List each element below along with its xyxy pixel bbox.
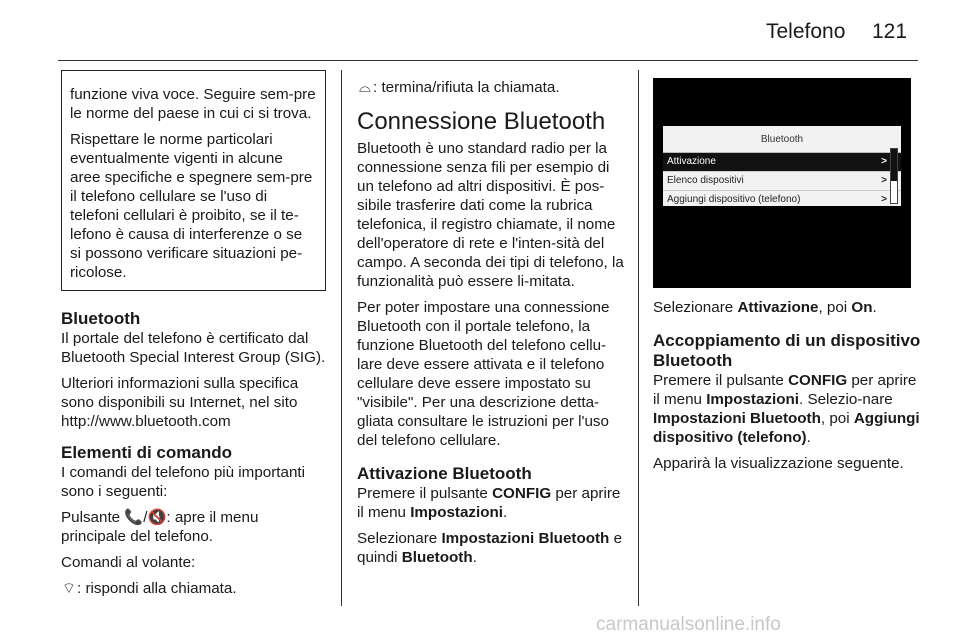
menu-item-label: Aggiungi dispositivo (telefono): [667, 194, 801, 205]
text-run: .: [872, 299, 877, 316]
bluetooth-heading: Bluetooth: [61, 309, 141, 328]
text-run: .: [806, 429, 811, 446]
watermark: carmanualsonline.info: [596, 614, 781, 635]
bluetooth-paragraph-2: Ulteriori informazioni sulla specifica sono disponibili su Internet, nel sito http://www.bluetooth.com: [61, 375, 299, 430]
config-button-label: CONFIG: [788, 372, 848, 389]
text-run: , poi: [820, 410, 854, 427]
chevron-right-icon: >: [881, 194, 887, 205]
select-activation-paragraph: [653, 298, 925, 317]
page-number: 121: [872, 20, 908, 43]
text-run: , poi: [818, 299, 852, 316]
controls-p2-post: : apre il menu principale del telefono.: [61, 509, 259, 545]
settings-menu-label: Impostazioni: [410, 504, 504, 521]
note-paragraph-1: funzione viva voce. Seguire sem-pre le norme del paese in cui ci si trova.: [70, 86, 316, 122]
bluetooth-label: Bluetooth: [401, 549, 473, 566]
menu-item-add-device[interactable]: [663, 191, 901, 209]
bluetooth-settings-label: Impostazioni Bluetooth: [653, 410, 821, 427]
text-run: Selezionare: [653, 299, 738, 316]
answer-call-icon: ⌔: [61, 580, 77, 597]
menu-title: Bluetooth: [663, 126, 901, 153]
note-box: [61, 70, 326, 291]
pairing-paragraph-1: [653, 371, 925, 447]
activation-paragraph-1: [357, 484, 625, 522]
column-left: [61, 70, 326, 605]
controls-heading: Elementi di comando: [61, 443, 232, 462]
config-button-label: CONFIG: [492, 485, 552, 502]
page-header-title: Telefono: [766, 20, 846, 43]
text-run: Premere il pulsante: [357, 485, 493, 502]
activation-heading: Attivazione Bluetooth: [357, 464, 532, 483]
text-run: .: [503, 504, 508, 521]
text-run: Selezionare: [357, 530, 442, 547]
hangup-icon: ⌓: [358, 79, 371, 96]
hangup-line: [357, 78, 625, 97]
pairing-paragraph-2: Apparirà la visualizzazione seguente.: [653, 455, 904, 472]
add-device-label: Aggiungi dispositivo (telefono): [653, 410, 920, 446]
text-run: per aprire il menu: [653, 372, 917, 408]
answer-call-line: [61, 579, 326, 598]
connection-paragraph-2: Per poter impostare una connessione Bluetooth con il portale telefono, la funzione Bluetooth del telefono cellu-lare deve essere attivata e il telefono cellulare deve essere impostato su "visibile". Per una descrizione detta-gliata consultare le istruzioni per l'uso del telefono cellulare.: [357, 299, 610, 449]
menu-scrollbar[interactable]: [890, 148, 898, 204]
pairing-heading: Accoppiamento di un dispositivo Bluetooth: [653, 331, 921, 370]
text-run: .: [472, 549, 477, 566]
answer-call-text: : rispondi alla chiamata.: [77, 580, 237, 597]
note-paragraph-2: Rispettare le norme particolari eventualmente vigenti in alcune aree specifiche e spegnere sem-pre il telefono cellulare se l'uso di telefoni cellulari è proibito, se il te-lefono è causa di interferenze o se si possono verificare situazioni pe-ricolose.: [70, 131, 313, 281]
text-run: Premere il pulsante: [653, 372, 789, 389]
text-run: . Selezio-nare: [799, 391, 893, 408]
settings-menu-label: Impostazioni: [706, 391, 800, 408]
menu-item-label: Elenco dispositivi: [667, 175, 744, 186]
column-right: [653, 70, 925, 480]
bluetooth-menu: [663, 126, 901, 206]
bluetooth-menu-screenshot: [653, 78, 911, 288]
connection-heading: Connessione Bluetooth: [357, 108, 606, 135]
phone-mute-icon: 📞/🔇: [124, 509, 167, 526]
activation-label: Attivazione: [737, 299, 819, 316]
column-middle: [357, 78, 625, 574]
column-divider-1: [341, 70, 342, 606]
text-run: e quindi: [357, 530, 623, 566]
menu-item-device-list[interactable]: [663, 172, 901, 191]
on-label: On: [851, 299, 873, 316]
menu-item-label: Attivazione: [667, 156, 716, 167]
column-divider-2: [638, 70, 639, 606]
scrollbar-thumb[interactable]: [891, 149, 897, 181]
chevron-right-icon: >: [881, 156, 887, 167]
activation-paragraph-2: [357, 529, 625, 567]
bluetooth-settings-label: Impostazioni Bluetooth: [441, 530, 610, 547]
chevron-right-icon: >: [881, 175, 887, 186]
controls-paragraph-3: Comandi al volante:: [61, 554, 196, 571]
menu-item-activation[interactable]: [663, 153, 901, 172]
bluetooth-paragraph-1: Il portale del telefono è certificato dal Bluetooth Special Interest Group (SIG).: [61, 330, 326, 366]
controls-p2-pre: Pulsante: [61, 509, 125, 526]
header-rule: [58, 60, 918, 61]
hangup-text: : termina/rifiuta la chiamata.: [373, 79, 560, 96]
connection-paragraph-1: Bluetooth è uno standard radio per la connessione senza fili per esempio di un telefono ad altri dispositivi. È pos-sibile trasferire dati come la rubrica telefonica, il registro chiamate, il nome dell'operatore di rete e l'inten-sità del campo. A seconda dei tipi di telefono, la funzionalità può essere li-mitata.: [357, 140, 624, 290]
controls-paragraph-1: I comandi del telefono più importanti sono i seguenti:: [61, 464, 305, 500]
controls-paragraph-2: [61, 508, 326, 546]
text-run: per aprire il menu: [357, 485, 621, 521]
